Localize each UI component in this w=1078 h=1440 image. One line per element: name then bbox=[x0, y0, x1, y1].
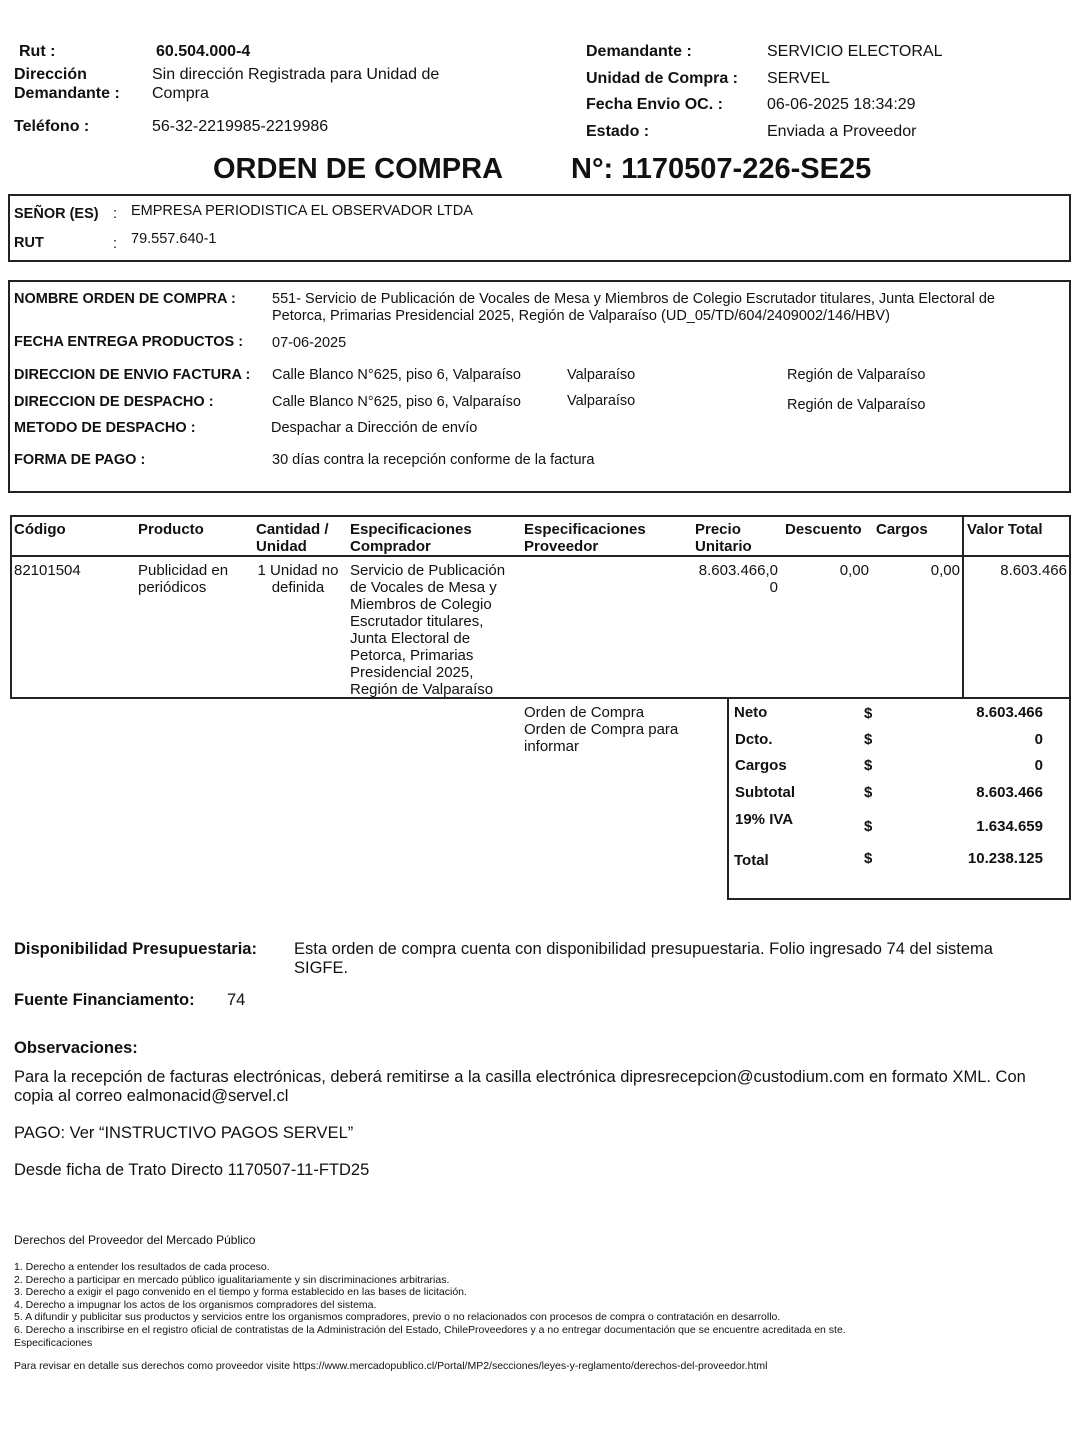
cell-cantidad: 1 Unidad no definida bbox=[257, 562, 339, 596]
envio-factura-region: Región de Valparaíso bbox=[787, 367, 926, 383]
table-header-divider bbox=[10, 555, 1071, 557]
cell-precio-unitario: 8.603.466,0 0 bbox=[698, 562, 778, 596]
senor-value: EMPRESA PERIODISTICA EL OBSERVADOR LTDA bbox=[131, 203, 473, 219]
footer-title: Derechos del Proveedor del Mercado Público bbox=[14, 1233, 256, 1247]
list-item: Especificaciones bbox=[14, 1336, 93, 1349]
th-descuento: Descuento bbox=[785, 521, 862, 538]
metodo-despacho-label: METODO DE DESPACHO : bbox=[14, 420, 196, 436]
cell-especificaciones-comprador: Servicio de Publicación de Vocales de Mesa y Miembros de Colegio Escrutador titulares, Junta Electoral de Petorca, Primarias Presidencial 2025, Región de Valparaíso bbox=[350, 562, 506, 698]
th-especificaciones-comprador: Especificaciones Comprador bbox=[350, 521, 472, 555]
list-item: 3. Derecho a exigir el pago convenido en el tiempo y forma establecido en las bases de licitación. bbox=[14, 1286, 467, 1299]
fecha-entrega-label: FECHA ENTREGA PRODUCTOS : bbox=[14, 334, 244, 350]
fecha-envio-label: Fecha Envio OC. : bbox=[586, 96, 723, 113]
unidad-compra-label: Unidad de Compra : bbox=[586, 70, 739, 87]
provider-rut-colon: : bbox=[113, 236, 118, 252]
totals-neto-label: Neto bbox=[734, 704, 768, 721]
list-item: 1. Derecho a entender los resultados de cada proceso. bbox=[14, 1261, 270, 1273]
nombre-orden-value: 551- Servicio de Publicación de Vocales de Mesa y Miembros de Colegio Escrutador titulares, Junta Electoral de Petorca, Primarias Presidencial 2025, Región de Valparaíso (UD_05/TD/604/2409002/146/HBV) bbox=[272, 291, 995, 324]
fecha-envio-value: 06-06-2025 18:34:29 bbox=[767, 96, 916, 113]
order-number: N°: 1170507-226-SE25 bbox=[571, 153, 872, 185]
cell-valor-total: 8.603.466 bbox=[1000, 562, 1067, 579]
totals-dcto-value: 0 bbox=[1034, 731, 1043, 748]
totals-subtotal-value: 8.603.466 bbox=[976, 784, 1043, 801]
list-item: 5. A difundir y publicitar sus productos y servicios entre los organismos compradores, previo o no relacionados con procesos de compra o contratación en desarrollo. bbox=[14, 1311, 781, 1324]
totals-total-value: 10.238.125 bbox=[967, 850, 1043, 867]
nombre-orden-label: NOMBRE ORDEN DE COMPRA : bbox=[14, 291, 236, 307]
list-item: 4. Derecho a impugnar los actos de los organismos compradores del sistema. bbox=[14, 1298, 377, 1311]
despacho-city: Valparaíso bbox=[567, 393, 636, 409]
observaciones-text: Para la recepción de facturas electrónicas, deberá remitirse a la casilla electrónica dipresrecepcion@custodium.com en formato XML. Con copia al correo ealmonacid@servel.cl bbox=[14, 1068, 1026, 1105]
senor-label: SEÑOR (ES) bbox=[14, 206, 99, 222]
totals-cargos-value: 0 bbox=[1034, 757, 1043, 774]
footer-rights-list bbox=[14, 1261, 846, 1349]
senor-colon: : bbox=[113, 206, 118, 222]
totals-neto-value: 8.603.466 bbox=[976, 704, 1043, 721]
estado-label: Estado : bbox=[586, 123, 650, 140]
fecha-entrega-value: 07-06-2025 bbox=[272, 335, 347, 351]
totals-subtotal-label: Subtotal bbox=[735, 784, 795, 801]
rut-value: 60.504.000-4 bbox=[156, 43, 251, 60]
totals-total-currency: $ bbox=[864, 850, 873, 867]
telefono-label: Teléfono : bbox=[14, 118, 90, 135]
forma-pago-label: FORMA DE PAGO : bbox=[14, 452, 146, 468]
totals-cargos-label: Cargos bbox=[735, 757, 787, 774]
cell-cargos: 0,00 bbox=[930, 562, 960, 579]
totals-note: Orden de Compra Orden de Compra para informar bbox=[524, 704, 679, 755]
despacho-region: Región de Valparaíso bbox=[787, 397, 926, 413]
envio-factura-label: DIRECCION DE ENVIO FACTURA : bbox=[14, 367, 251, 383]
totals-iva-label: 19% IVA bbox=[735, 811, 794, 828]
direccion-value: Sin dirección Registrada para Unidad de Compra bbox=[152, 66, 440, 102]
list-item: 6. Derecho a inscribirse en el registro oficial de contratistas de la Administración del Estado, ChileProveedores y a no entregar documentación que se encuentre acreditada en ste. bbox=[14, 1323, 846, 1336]
disponibilidad-value: Esta orden de compra cuenta con disponibilidad presupuestaria. Folio ingresado 74 del sistema SIGFE. bbox=[294, 940, 993, 977]
provider-rut-label: RUT bbox=[14, 235, 44, 251]
list-item: 2. Derecho a participar en mercado público igualitariamente y sin discriminaciones arbitrarias. bbox=[14, 1273, 450, 1286]
provider-rut-value: 79.557.640-1 bbox=[131, 231, 217, 247]
despacho-label: DIRECCION DE DESPACHO : bbox=[14, 394, 214, 410]
th-especificaciones-proveedor: Especificaciones Proveedor bbox=[524, 521, 646, 555]
totals-dcto-currency: $ bbox=[864, 731, 873, 748]
th-valor-total: Valor Total bbox=[967, 521, 1043, 538]
envio-factura-city: Valparaíso bbox=[567, 367, 636, 383]
rut-label: Rut : bbox=[19, 43, 56, 60]
table-valor-divider bbox=[962, 515, 964, 699]
disponibilidad-label: Disponibilidad Presupuestaria: bbox=[14, 940, 257, 958]
telefono-value: 56-32-2219985-2219986 bbox=[152, 118, 329, 135]
cell-producto: Publicidad en periódicos bbox=[138, 562, 229, 596]
totals-cargos-currency: $ bbox=[864, 757, 873, 774]
th-producto: Producto bbox=[138, 521, 204, 538]
unidad-compra-value: SERVEL bbox=[767, 70, 830, 87]
estado-value: Enviada a Proveedor bbox=[767, 123, 917, 140]
envio-factura-address: Calle Blanco N°625, piso 6, Valparaíso bbox=[272, 367, 521, 383]
observaciones-label: Observaciones: bbox=[14, 1039, 138, 1057]
totals-iva-currency: $ bbox=[864, 818, 873, 835]
th-precio-unitario: Precio Unitario bbox=[695, 521, 752, 555]
observaciones-trato: Desde ficha de Trato Directo 1170507-11-FTD25 bbox=[14, 1161, 370, 1179]
demandante-label: Demandante : bbox=[586, 43, 692, 60]
forma-pago-value: 30 días contra la recepción conforme de la factura bbox=[272, 452, 595, 468]
totals-subtotal-currency: $ bbox=[864, 784, 873, 801]
fuente-value: 74 bbox=[227, 991, 246, 1009]
page-title: ORDEN DE COMPRA bbox=[213, 153, 504, 185]
observaciones-pago: PAGO: Ver “INSTRUCTIVO PAGOS SERVEL” bbox=[14, 1124, 354, 1142]
footer-link: Para revisar en detalle sus derechos como proveedor visite https://www.mercadopublico.cl/Portal/MP2/secciones/leyes-y-reglamento/derechos-del-proveedor.html bbox=[14, 1360, 768, 1372]
cell-codigo: 82101504 bbox=[14, 562, 81, 579]
th-cantidad: Cantidad / Unidad bbox=[256, 521, 329, 555]
th-codigo: Código bbox=[14, 521, 66, 538]
direccion-label: Dirección Demandante : bbox=[14, 66, 120, 102]
totals-iva-value: 1.634.659 bbox=[976, 818, 1043, 835]
th-cargos: Cargos bbox=[876, 521, 928, 538]
totals-neto-currency: $ bbox=[864, 705, 873, 722]
totals-dcto-label: Dcto. bbox=[735, 731, 773, 748]
fuente-label: Fuente Financiamento: bbox=[14, 991, 195, 1009]
cell-descuento: 0,00 bbox=[839, 562, 869, 579]
metodo-despacho-value: Despachar a Dirección de envío bbox=[271, 420, 478, 436]
demandante-value: SERVICIO ELECTORAL bbox=[767, 43, 943, 60]
totals-total-label: Total bbox=[734, 852, 769, 869]
despacho-address: Calle Blanco N°625, piso 6, Valparaíso bbox=[272, 394, 521, 410]
